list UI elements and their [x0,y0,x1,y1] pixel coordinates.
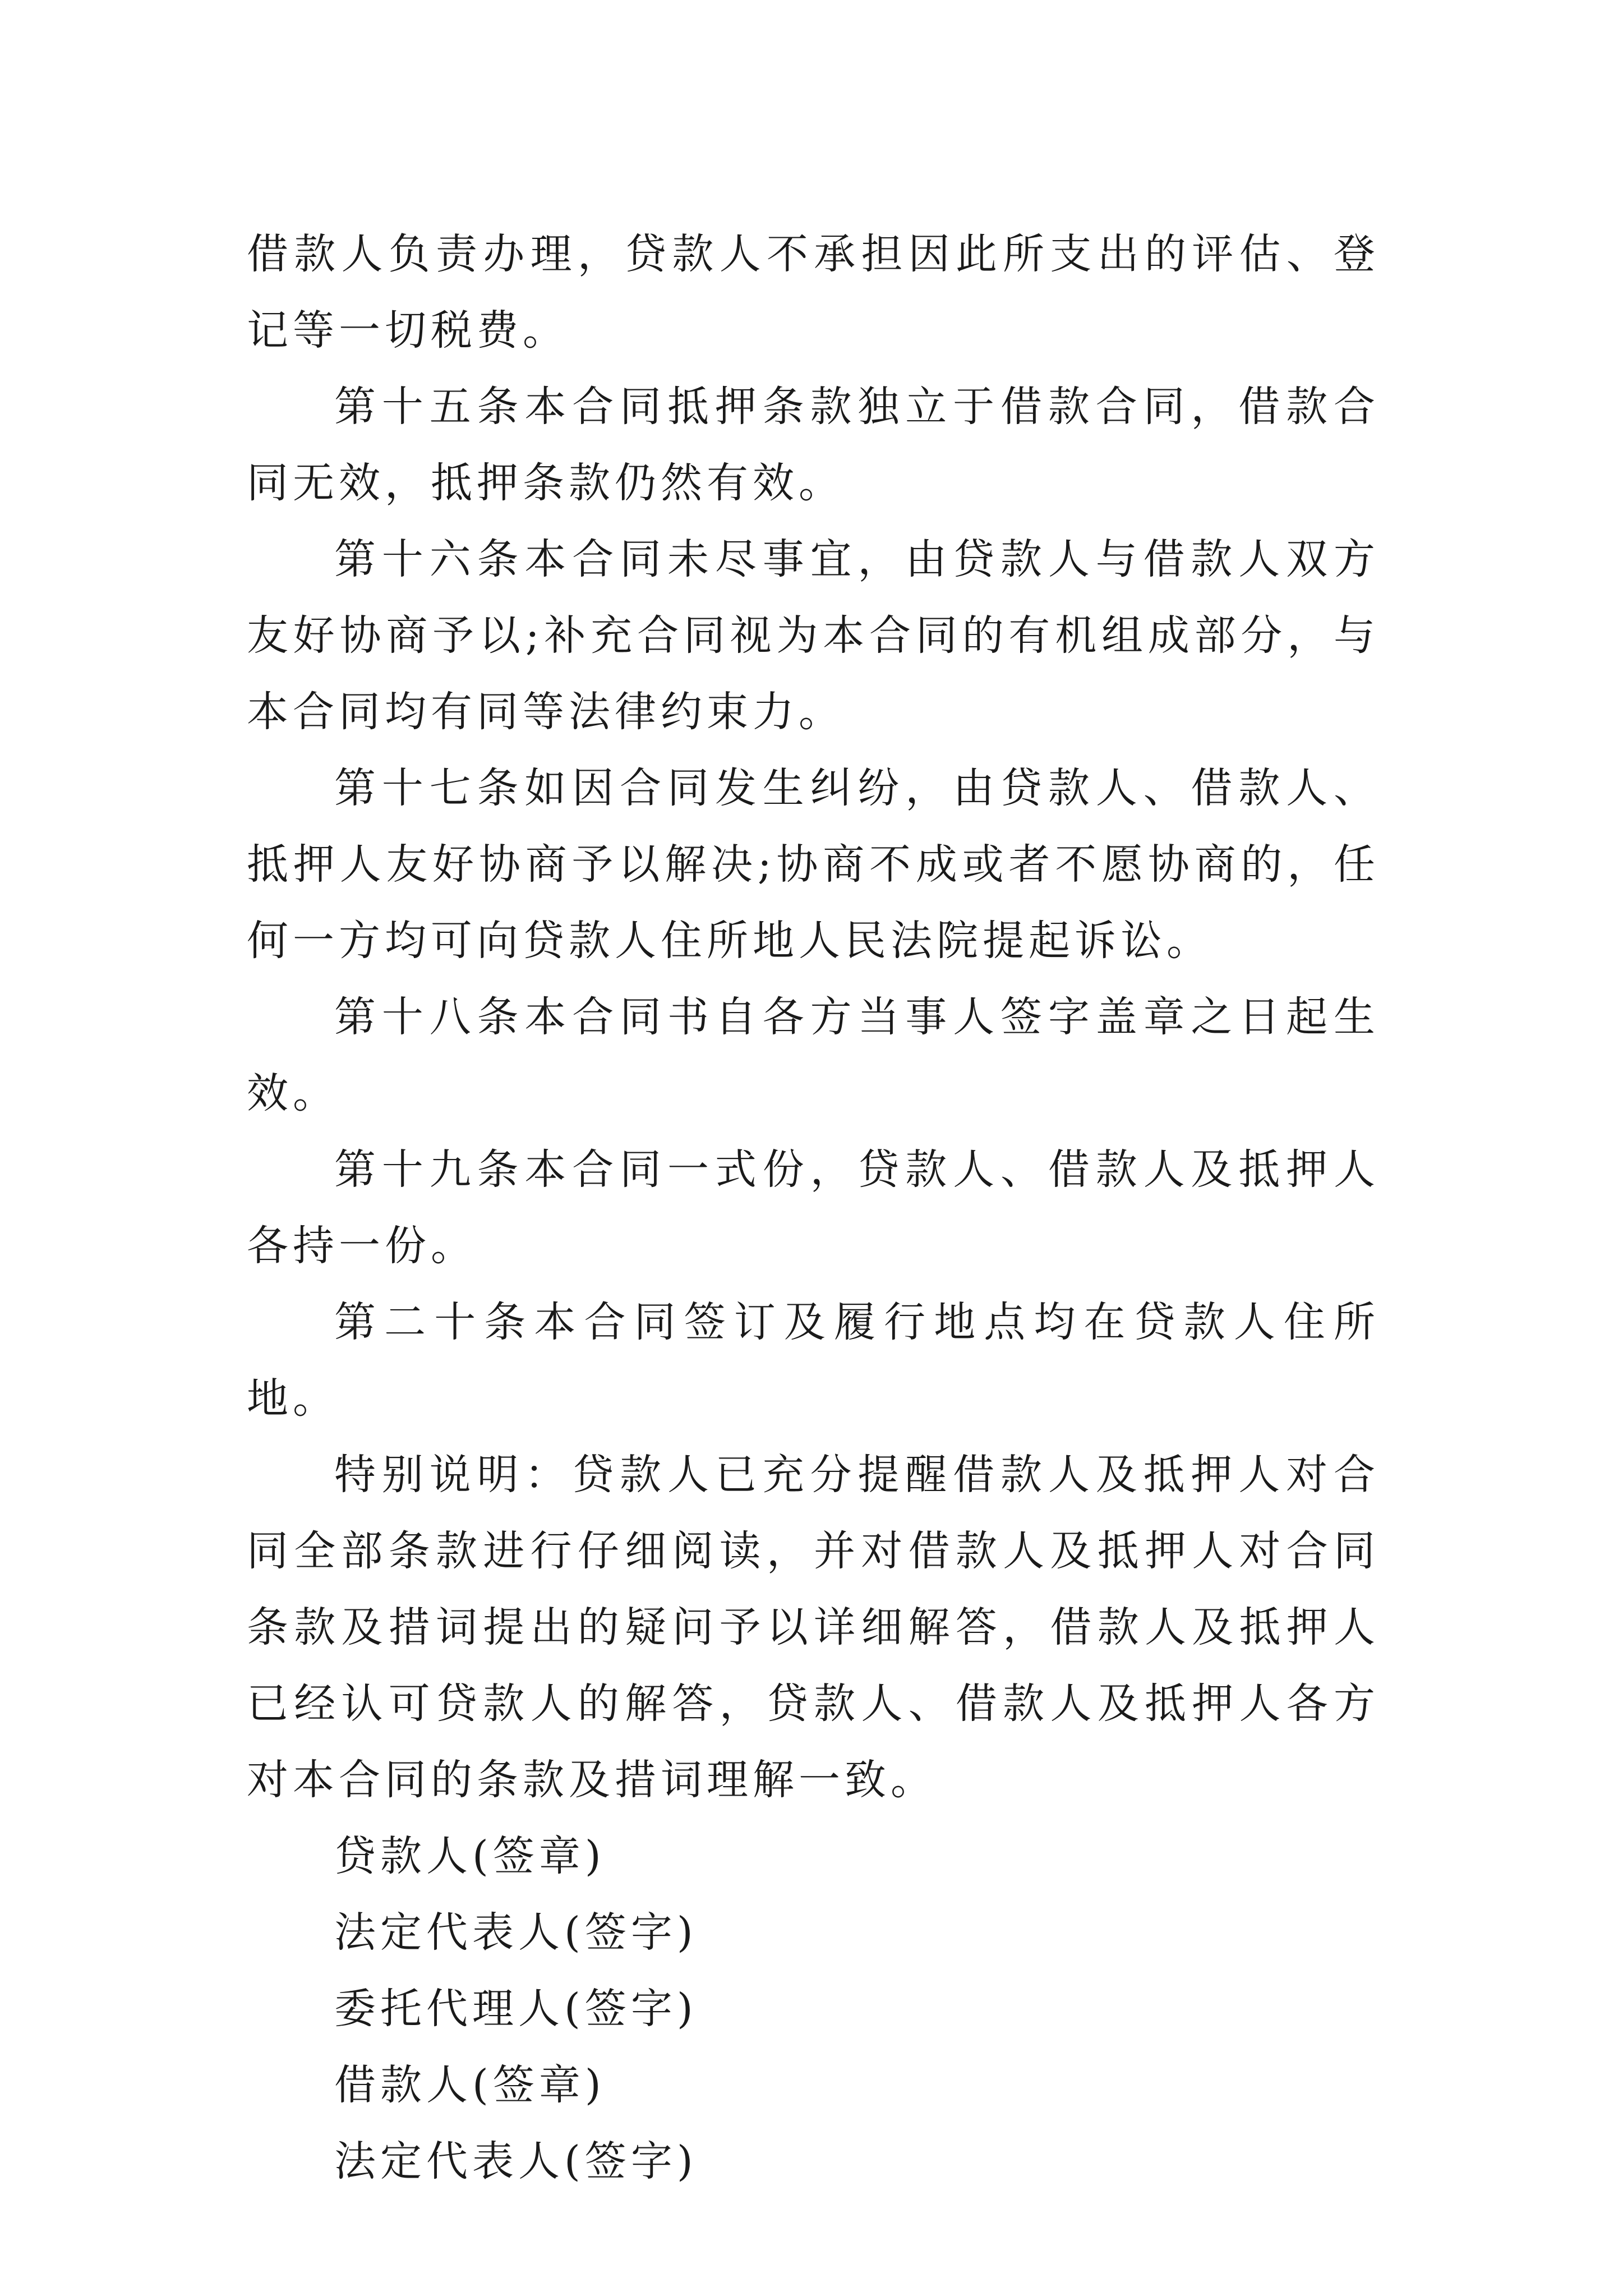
signature-borrower-legal-representative: 法定代表人(签字) [334,2137,698,2185]
article-20: 第二十条本合同签订及履行地点均在贷款人住所地。 [247,1298,1380,1423]
article-16: 第十六条本合同未尽事宜，由贷款人与借款人双方友好协商予以;补充合同视为本合同的有机组成部分，与本合同均有同等法律约束力。 [247,535,1380,736]
signature-legal-representative: 法定代表人(签字) [334,1908,698,1957]
signature-lender-seal: 贷款人(签章) [334,1832,606,1880]
special-note: 特别说明：贷款人已充分提醒借款人及抵押人对合同全部条款进行仔细阅读，并对借款人及抵押人对合同条款及措词提出的疑问予以详细解答，借款人及抵押人已经认可贷款人的解答，贷款人、借款人及抵押人各方对本合同的条款及措词理解一致。 [247,1451,1380,1804]
article-18: 第十八条本合同书自各方当事人签字盖章之日起生效。 [247,993,1380,1117]
article-17: 第十七条如因合同发生纠纷，由贷款人、借款人、抵押人友好协商予以解决;协商不成或者不愿协商的，任何一方均可向贷款人住所地人民法院提起诉讼。 [247,764,1380,965]
article-15: 第十五条本合同抵押条款独立于借款合同，借款合同无效，抵押条款仍然有效。 [247,383,1380,507]
signature-borrower-seal: 借款人(签章) [334,2061,606,2109]
article-19: 第十九条本合同一式份，贷款人、借款人及抵押人各持一份。 [247,1145,1380,1270]
paragraph-continuation: 借款人负责办理，贷款人不承担因此所支出的评估、登记等一切税费。 [247,230,1380,355]
signature-authorized-agent: 委托代理人(签字) [334,1985,698,2033]
document-body [247,216,1380,2200]
